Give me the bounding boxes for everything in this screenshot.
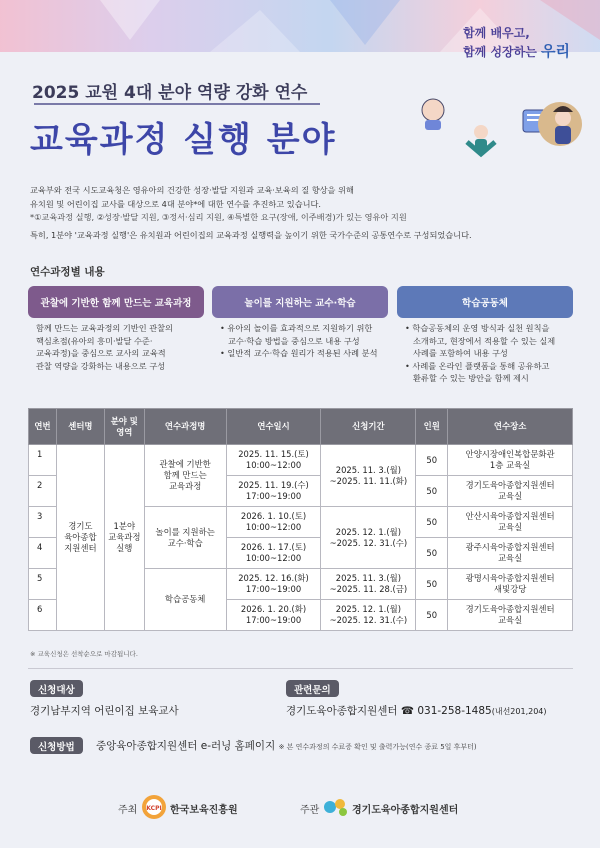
cell-no: 5 (29, 569, 57, 600)
cell-period: 2025. 12. 1.(월) ~2025. 12. 31.(수) (321, 507, 416, 569)
intro-line: 유치원 및 어린이집 교사를 대상으로 4대 분야*에 대한 연수를 추진하고 있습니다. (30, 198, 322, 209)
cell-date: 2025. 11. 15.(토) 10:00~12:00 (226, 445, 321, 476)
slogan-line-1: 함께 배우고, (463, 26, 530, 40)
cell-place: 광명시육아종합지원센터 새빛강당 (448, 569, 573, 600)
cell-count: 50 (416, 569, 448, 600)
cell-no: 4 (29, 538, 57, 569)
header-field: 분야 및 영역 (104, 409, 144, 445)
organizer-label: 주관 (300, 805, 320, 816)
cell-field: 1분야 교육과정 실행 (104, 445, 144, 631)
header-period: 신청기간 (321, 409, 416, 445)
intro-line: 교육부와 전국 시도교육청은 영유아의 건강한 성장·발달 지원과 교육·보육의 질 향상을 위해 (30, 185, 354, 195)
course-description-1 (36, 322, 206, 372)
course-desc-line: • 학습공동체의 운영 방식과 실천 원칙을 (405, 323, 550, 333)
cell-date: 2026. 1. 20.(화) 17:00~19:00 (226, 600, 321, 631)
contact-ext: (내선201,204) (491, 707, 547, 716)
course-desc-line: 함께 만드는 교육과정의 기반인 관찰의 (36, 323, 173, 333)
center-logo-icon (322, 795, 350, 819)
course-description-3 (405, 322, 577, 385)
course-desc-line: 소개하고, 현장에서 적용할 수 있는 실제 (413, 335, 556, 346)
intro-text (30, 184, 575, 242)
course-desc-line: 교수·학습 방법을 중심으로 내용 구성 (228, 335, 360, 346)
header-place: 연수장소 (448, 409, 573, 445)
courses-section-title: 연수과정별 내용 (30, 266, 105, 278)
subtitle-underline (34, 103, 320, 105)
table-header-row (29, 409, 573, 445)
header-count: 인원 (416, 409, 448, 445)
cell-date: 2025. 11. 19.(수) 17:00~19:00 (226, 476, 321, 507)
cell-count: 50 (416, 600, 448, 631)
cell-count: 50 (416, 445, 448, 476)
cell-count: 50 (416, 476, 448, 507)
course-description-2 (220, 322, 392, 360)
cell-place: 경기도육아종합지원센터 교육실 (448, 476, 573, 507)
host-org: 한국보육진흥원 (170, 805, 238, 816)
teacher-illustration (415, 92, 585, 172)
cell-center: 경기도 육아종합 지원센터 (56, 445, 104, 631)
apply-target-label: 신청대상 (30, 680, 83, 697)
course-desc-line: • 유아의 놀이를 효과적으로 지원하기 위한 (220, 323, 373, 333)
cell-no: 6 (29, 600, 57, 631)
cell-count: 50 (416, 507, 448, 538)
contact-label: 관련문의 (286, 680, 339, 697)
cell-no: 2 (29, 476, 57, 507)
table-row (29, 445, 573, 476)
header-course: 연수과정명 (144, 409, 226, 445)
contact-org: 경기도육아종합지원센터 (286, 705, 398, 717)
page-subtitle: 2025 교원 4대 분야 역량 강화 연수 (32, 83, 308, 103)
cell-place: 안양시장애인복합문화관 1층 교육실 (448, 445, 573, 476)
course-header-2: 놀이를 지원하는 교수·학습 (212, 286, 388, 318)
contact-phone: ☎ 031-258-1485 (400, 705, 492, 717)
cell-place: 안산시육아종합지원센터 교육실 (448, 507, 573, 538)
slogan-line-2: 함께 성장하는 (463, 45, 542, 59)
cell-date: 2026. 1. 10.(토) 10:00~12:00 (226, 507, 321, 538)
apply-method-text: 중앙육아종합지원센터 e-러닝 홈페이지 (96, 740, 276, 752)
cell-period: 2025. 11. 3.(월) ~2025. 11. 11.(화) (321, 445, 416, 507)
divider (28, 668, 573, 669)
cell-period: 2025. 12. 1.(월) ~2025. 12. 31.(수) (321, 600, 416, 631)
page-title: 교육과정 실행 분야 (30, 120, 337, 160)
kcpi-logo-text: KCPI (146, 805, 162, 812)
course-header-1: 관찰에 기반한 함께 만드는 교육과정 (28, 286, 204, 318)
course-desc-line: • 일반적 교수·학습 원리가 적용된 사례 분석 (220, 348, 378, 358)
course-desc-line: • 사례를 온라인 플랫폼을 통해 공유하고 (405, 360, 550, 371)
cell-no: 3 (29, 507, 57, 538)
cell-place: 경기도육아종합지원센터 교육실 (448, 600, 573, 631)
header-date: 연수일시 (226, 409, 321, 445)
apply-method (96, 738, 477, 753)
course-desc-line: 교육과정)을 중심으로 교사의 교육적 (36, 348, 166, 358)
apply-target: 경기남부지역 어린이집 보육교사 (30, 705, 179, 717)
schedule-table (28, 408, 573, 631)
intro-line: 특히, 1분야 '교육과정 실행'은 유치원과 어린이집의 교육과정 실행력을 높이기 위한 국가수준의 공통연수로 구성되었습니다. (30, 229, 472, 240)
cell-course: 놀이를 지원하는 교수·학습 (144, 507, 226, 569)
table-footnote: ※ 교육신청은 선착순으로 마감됩니다. (30, 650, 138, 658)
cell-date: 2026. 1. 17.(토) 10:00~12:00 (226, 538, 321, 569)
host-label: 주최 (118, 805, 138, 816)
cell-no: 1 (29, 445, 57, 476)
apply-method-note: ※ 본 연수과정의 수료증 확인 및 출력가능(연수 종료 5일 후부터) (278, 743, 477, 751)
cell-course: 학습공동체 (144, 569, 226, 631)
kcpi-logo-icon (141, 794, 167, 820)
cell-place: 광주시육아종합지원센터 교육실 (448, 538, 573, 569)
intro-note: *①교육과정 실행, ②성장·발달 지원, ③정서·심리 지원, ④특별한 요구(장애, 이주배경)가 있는 영유아 지원 (30, 212, 407, 222)
header-no: 연번 (29, 409, 57, 445)
header-center: 센터명 (56, 409, 104, 445)
course-desc-line: 관찰 역량을 강화하는 내용으로 구성 (36, 360, 166, 371)
course-header-3: 학습공동체 (397, 286, 573, 318)
contact-info (286, 703, 547, 718)
cell-period: 2025. 11. 3.(월) ~2025. 11. 28.(금) (321, 569, 416, 600)
cell-date: 2025. 12. 16.(화) 17:00~19:00 (226, 569, 321, 600)
slogan (463, 24, 570, 61)
course-desc-line: 핵심초점(유아의 흥미·발달 수준· (36, 335, 153, 346)
cell-course: 관찰에 기반한 함께 만드는 교육과정 (144, 445, 226, 507)
cell-count: 50 (416, 538, 448, 569)
apply-method-label: 신청방법 (30, 737, 83, 754)
organizer-org: 경기도육아종합지원센터 (352, 805, 459, 816)
course-desc-line: 환류할 수 있는 방안을 함께 제시 (413, 373, 529, 383)
course-desc-line: 사례를 포함하여 내용 구성 (413, 348, 508, 358)
slogan-highlight: 우리 (541, 42, 570, 60)
